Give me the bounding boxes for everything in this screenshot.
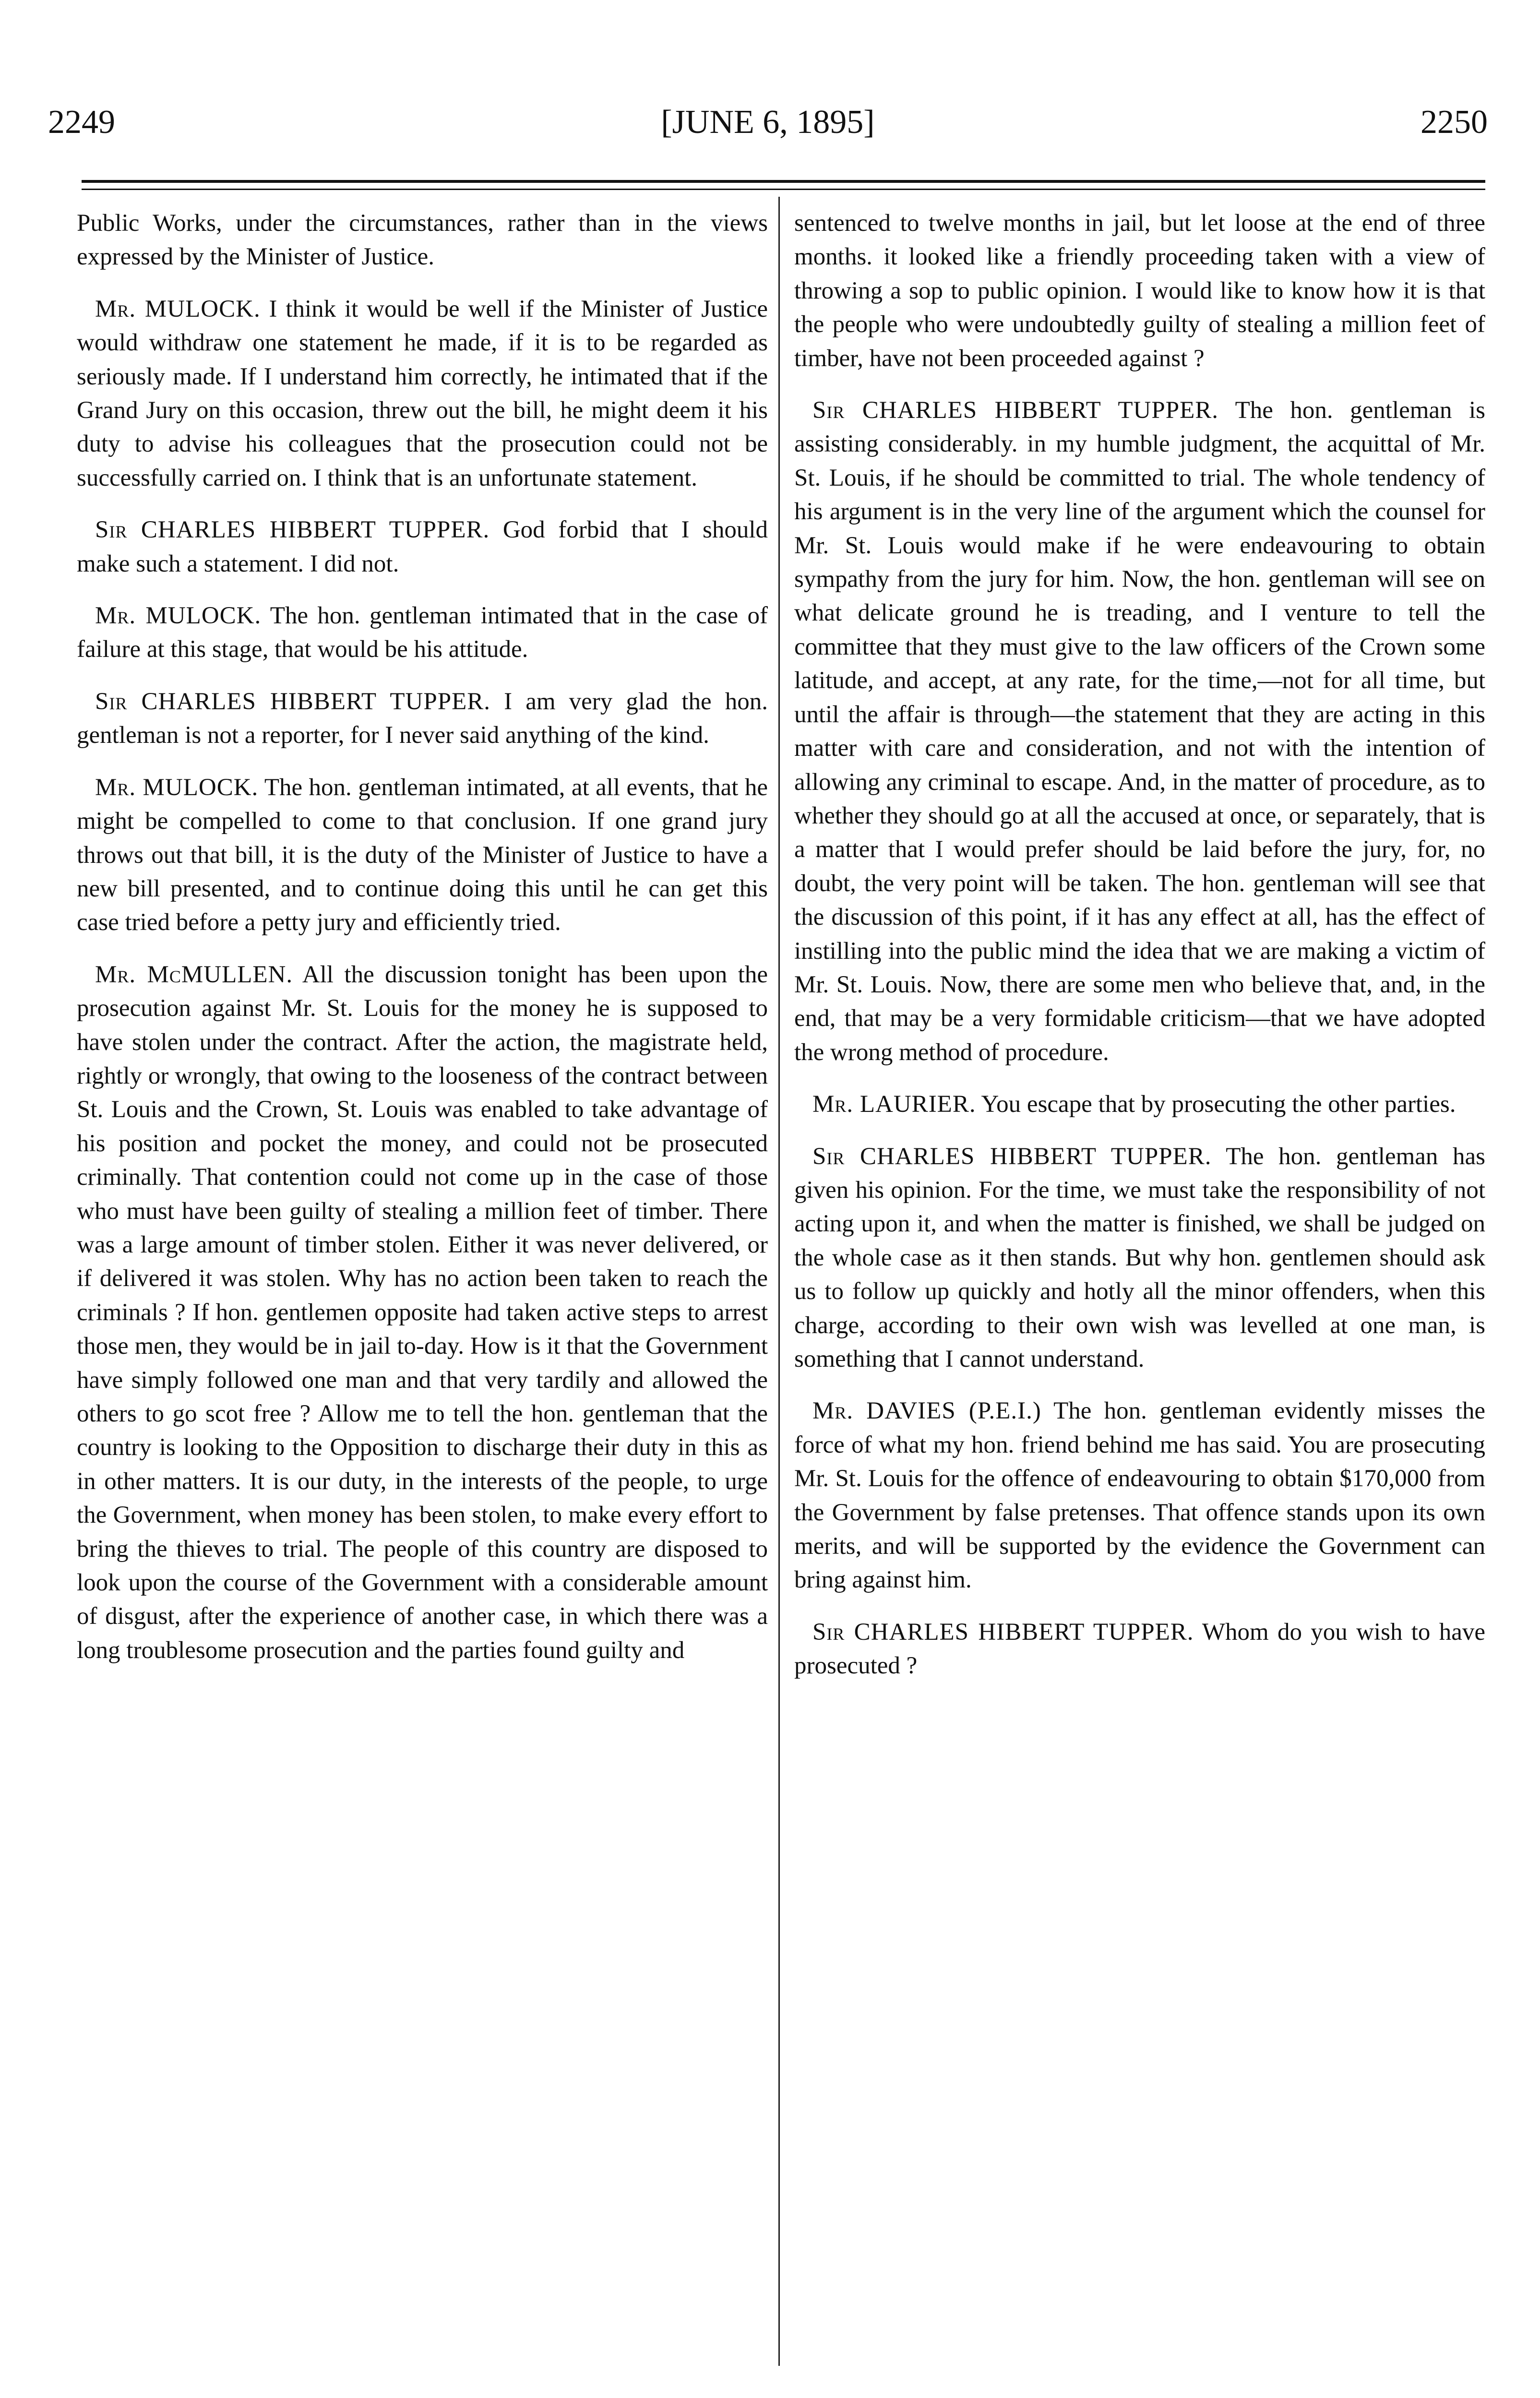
paragraph-text: Whom do you wish to have prosecuted ? [794,1618,1485,1680]
paragraph-text: The hon. gentleman intimated, at all events, that he might be compelled to come to that conclusion. If one grand jury throws out that bill, it is the duty of the Minister of Justice to have a new bill presented, and to continue doing this until he can get this case tried before a petty jury and efficiently tried. [77,774,768,936]
speaker-name: Mr. MULOCK. [95,774,259,801]
header-date: [JUNE 6, 1895] [661,104,875,141]
paragraph-text: Public Works, under the circumstances, rather than in the views expressed by the Minister of Justice. [77,210,768,271]
paragraph [77,958,768,1668]
column-divider [778,197,780,2366]
paragraph-text: God forbid that I should make such a statement. I did not. [77,516,768,577]
paragraph [77,206,768,274]
speaker-name: Mr. LAURIER. [812,1091,976,1118]
speaker-name: Sir CHARLES HIBBERT TUPPER. [95,516,490,544]
speaker-name: Sir CHARLES HIBBERT TUPPER. [812,397,1219,424]
paragraph [794,206,1485,375]
paragraph-text: The hon. gentleman has given his opinion. For the time, we must take the responsibility of not acting upon it, and when the matter is finished, we shall be judged on the whole case as it then stands. But why hon. gentlemen should ask us to follow up quickly and hotly all the minor offenders, when this charge, according to their own wish was levelled at one man, is something that I cannot understand. [794,1143,1485,1372]
speaker-name: Mr. McMULLEN. [95,961,293,988]
speaker-name: Sir CHARLES HIBBERT TUPPER. [812,1618,1194,1646]
paragraph [77,292,768,495]
paragraph-text: The hon. gentleman evidently misses the force of what my hon. friend behind me has said. You are prosecuting Mr. St. Louis for the offence of endeavouring to obtain $170,000 from the Government by false pretenses. That offence stands upon its own merits, and will be supported by the evidence the Government can bring against him. [794,1397,1485,1594]
header-rule-thin [82,189,1485,190]
page-header [48,96,1488,149]
paragraph-text: sentenced to twelve months in jail, but let loose at the end of three months. it looked like a friendly proceeding taken with a view of throwing a sop to public opinion. I would like to know how it is that the people who were undoubtedly guilty of stealing a million feet of timber, have not been proceeded against ? [794,210,1485,372]
paragraph [794,1140,1485,1376]
paragraph-text: You escape that by prosecuting the other parties. [981,1091,1456,1118]
left-column [77,206,768,2366]
paragraph [77,599,768,667]
paragraph-text: All the discussion tonight has been upon the prosecution against Mr. St. Louis for the money he is supposed to have stolen under the contract. After the action, the magistrate held, rightly or wrongly, that owing to the looseness of the contract between St. Louis and the Crown, St. Louis was enabled to take advantage of his position and pocket the money, and could not be prosecuted criminally. That contention could not come up in the case of those who must have been guilty of stealing a million feet of timber. There was a large amount of timber stolen. Either it was never delivered, or if delivered it was stolen. Why has no action been taken to reach the criminals ? If hon. gentlemen opposite had taken active steps to arrest those men, they would be in jail to-day. How is it that the Government have simply followed one man and that very tardily and allowed the others to go scot free ? Allow me to tell the hon. gentleman that the country is looking to the Opposition to discharge their duty in this as in other matters. It is our duty, in the interests of the people, to urge the Government, when money has been stolen, to make every effort to bring the thieves to trial. The people of this country are disposed to look upon the course of the Government with a considerable amount of disgust, after the experience of another case, in which there was a long troublesome prosecution and the parties found guilty and [77,961,768,1664]
page-number-left: 2249 [48,104,115,141]
paragraph [794,1087,1485,1121]
paragraph [794,394,1485,1069]
speaker-name: Sir CHARLES HIBBERT TUPPER. [95,688,490,715]
paragraph-text: The hon. gentleman intimated that in the case of failure at this stage, that would be his attitude. [77,602,768,663]
paragraph [77,513,768,581]
speaker-name: Mr. DAVIES (P.E.I.) [812,1397,1041,1425]
paragraph [794,1615,1485,1683]
speaker-name: Sir CHARLES HIBBERT TUPPER. [812,1143,1212,1170]
page-number-right: 2250 [1421,104,1488,141]
paragraph-text: I think it would be well if the Minister of Justice would withdraw one statement he made, if it is to be regarded as seriously made. If I understand him correctly, he intimated that if the Grand Jury on this occasion, threw out the bill, he might deem it his duty to advise his colleagues that the prosecution could not be successfully carried on. I think that is an unfortunate statement. [77,295,768,491]
header-rule-thick [82,180,1485,183]
paragraph [77,685,768,752]
paragraph [794,1394,1485,1597]
right-column [794,206,1485,2366]
paragraph [77,771,768,940]
speaker-name: Mr. MULOCK. [95,295,261,322]
paragraph-text: I am very glad the hon. gentleman is not a reporter, for I never said anything of the kind. [77,688,768,749]
speaker-name: Mr. MULOCK. [95,602,262,630]
paragraph-text: The hon. gentleman is assisting considerably. in my humble judgment, the acquittal of Mr. St. Louis, if he should be committed to trial. The whole tendency of his argument is in the very line of the argument which the counsel for Mr. St. Louis would make if he were endeavouring to obtain sympathy from the jury for him. Now, the hon. gentleman will see on what delicate ground he is treading, and I venture to tell the committee that they must give to the law officers of the Crown some latitude, and accept, at any rate, for the time,—not for all time, but until the affair is through—the statement that they are acting in this matter with care and consideration, and not with the intention of allowing any criminal to escape. And, in the matter of procedure, as to whether they should go at all the accused at once, or separately, that is a matter that I would prefer should be laid before the jury, for, no doubt, the very point will be taken. The hon. gentleman will see that the discussion of this point, if it has any effect at all, has the effect of instilling into the public mind the idea that we are making a victim of Mr. St. Louis. Now, there are some men who believe that, and, in the end, that may be a very formidable criticism—that we have adopted the wrong method of procedure. [794,397,1485,1066]
